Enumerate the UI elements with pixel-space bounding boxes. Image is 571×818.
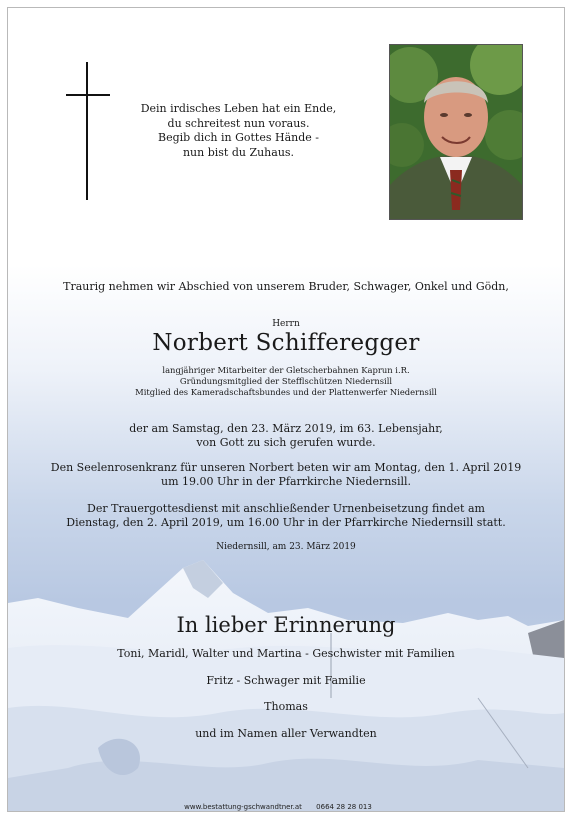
mourner-line: Toni, Maridl, Walter und Martina - Geschwister mit Familien: [117, 647, 455, 660]
rosary-line: um 19.00 Uhr in der Pfarrkirche Niedernsill.: [161, 475, 411, 488]
death-notice: [8, 422, 564, 450]
funeral-mass-notice: [8, 502, 564, 530]
poem-line: nun bist du Zuhaus.: [182, 145, 295, 159]
rosary-line: Den Seelenrosenkranz für unseren Norbert beten wir am Montag, den 1. April 2019: [50, 461, 522, 474]
funeral-home-website: www.bestattung-gschwandtner.at: [184, 803, 302, 811]
poem: [126, 102, 351, 160]
role-line: Gründungsmitglied der Stefflschützen Niedernsill: [179, 376, 393, 386]
poem-line: du schreitest nun voraus.: [167, 116, 310, 130]
role-line: Mitglied des Kameradschaftsbundes und der Plattenwerfer Niedernsill: [135, 387, 437, 397]
mass-line: Dienstag, den 2. April 2019, um 16.00 Uhr in der Pfarrkirche Niedernsill statt.: [66, 516, 506, 529]
memory-heading: In lieber Erinnerung: [176, 613, 396, 637]
mourner-line: Fritz - Schwager mit Familie: [206, 673, 366, 687]
mourners-list: [8, 647, 564, 753]
poem-line: Begib dich in Gottes Hände -: [158, 131, 319, 144]
poem-line: Dein irdisches Leben hat ein Ende,: [140, 102, 337, 115]
cross-icon: [66, 62, 110, 200]
funeral-home-phone: 0664 28 28 013: [316, 803, 372, 811]
rosary-notice: [8, 461, 564, 489]
mass-line: Der Trauergottesdienst mit anschließender Urnenbeisetzung findet am: [87, 502, 485, 515]
roles: [8, 365, 564, 398]
obituary-card: [7, 7, 565, 812]
death-line: der am Samstag, den 23. März 2019, im 63. Lebensjahr,: [129, 422, 443, 435]
salutation: Herrn: [272, 319, 300, 329]
footer: [0, 803, 556, 811]
death-line: von Gott zu sich gerufen wurde.: [196, 436, 376, 449]
mourner-line: und im Namen aller Verwandten: [195, 726, 377, 740]
portrait-photo: [389, 44, 523, 220]
role-line: langjähriger Mitarbeiter der Gletscherbahnen Kaprun i.R.: [162, 365, 410, 375]
mourner-line: Thomas: [264, 700, 308, 713]
intro-text: Traurig nehmen wir Abschied von unserem Bruder, Schwager, Onkel und Gödn,: [63, 280, 509, 293]
place-date: Niedernsill, am 23. März 2019: [216, 542, 356, 552]
deceased-name: Norbert Schifferegger: [152, 330, 420, 356]
